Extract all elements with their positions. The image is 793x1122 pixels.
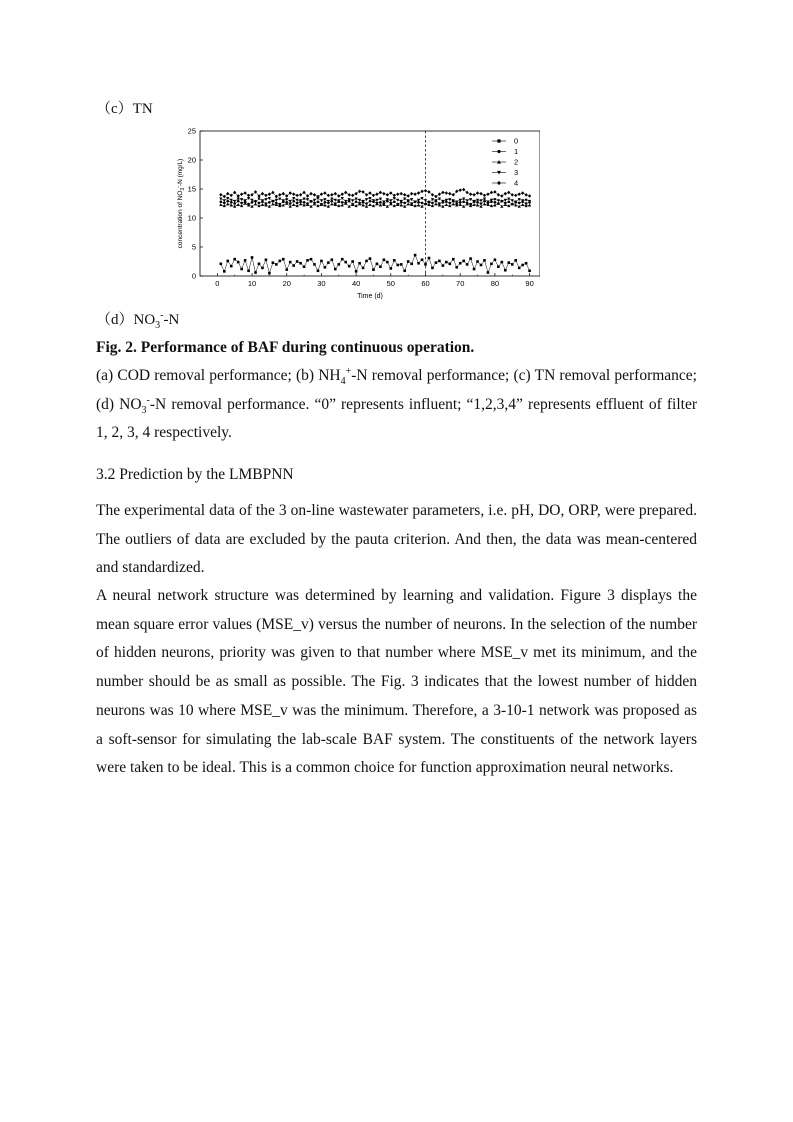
data-point-4 bbox=[313, 193, 316, 197]
data-point-2 bbox=[299, 202, 302, 205]
data-point-0 bbox=[244, 259, 247, 262]
data-point-4 bbox=[299, 193, 302, 197]
data-point-0 bbox=[331, 258, 334, 261]
data-point-4 bbox=[389, 191, 392, 195]
data-point-0 bbox=[303, 265, 306, 268]
data-point-4 bbox=[292, 192, 295, 196]
data-point-4 bbox=[361, 190, 364, 194]
data-point-0 bbox=[421, 258, 424, 261]
data-point-2 bbox=[462, 205, 465, 208]
section-heading: 3.2 Prediction by the LMBPNN bbox=[96, 466, 294, 483]
data-point-0 bbox=[462, 260, 465, 263]
data-point-2 bbox=[452, 202, 455, 205]
y-tick-label: 25 bbox=[187, 126, 196, 136]
data-point-0 bbox=[317, 269, 320, 272]
data-point-4 bbox=[445, 191, 448, 195]
data-point-0 bbox=[341, 258, 344, 261]
data-point-1 bbox=[341, 201, 344, 204]
data-point-2 bbox=[282, 204, 285, 207]
y-tick-label: 5 bbox=[191, 242, 196, 252]
data-point-0 bbox=[289, 261, 292, 264]
data-point-1 bbox=[220, 200, 223, 203]
data-point-4 bbox=[403, 193, 406, 197]
data-point-4 bbox=[424, 189, 427, 193]
data-point-2 bbox=[434, 202, 437, 205]
data-point-1 bbox=[494, 201, 497, 204]
data-point-0 bbox=[469, 257, 472, 260]
data-point-0 bbox=[390, 267, 393, 270]
data-point-4 bbox=[230, 194, 233, 198]
data-point-4 bbox=[296, 194, 299, 198]
data-point-0 bbox=[448, 263, 451, 266]
data-point-4 bbox=[528, 194, 531, 198]
data-point-4 bbox=[382, 192, 385, 196]
data-point-0 bbox=[376, 263, 379, 266]
data-point-0 bbox=[230, 265, 233, 268]
data-point-4 bbox=[379, 191, 382, 195]
data-point-0 bbox=[379, 265, 382, 268]
data-point-0 bbox=[521, 264, 524, 267]
data-point-1 bbox=[403, 202, 406, 205]
data-point-4 bbox=[240, 192, 243, 196]
legend-label: 3 bbox=[514, 168, 519, 177]
data-point-0 bbox=[258, 263, 261, 266]
data-point-4 bbox=[417, 191, 420, 195]
data-point-1 bbox=[393, 200, 396, 203]
panel-label-c: （c）TN bbox=[96, 101, 153, 117]
data-point-0 bbox=[226, 260, 229, 263]
data-point-0 bbox=[296, 260, 299, 263]
data-point-4 bbox=[514, 194, 517, 198]
x-tick-label: 80 bbox=[490, 279, 500, 288]
data-point-3 bbox=[226, 197, 229, 200]
data-point-0 bbox=[275, 263, 278, 266]
data-point-0 bbox=[272, 261, 275, 264]
data-point-0 bbox=[358, 262, 361, 265]
data-point-3 bbox=[403, 198, 406, 201]
data-point-0 bbox=[442, 264, 445, 267]
data-point-2 bbox=[483, 202, 486, 205]
data-point-0 bbox=[223, 270, 226, 273]
y-label-sup: - bbox=[176, 186, 182, 188]
data-point-4 bbox=[264, 194, 267, 198]
data-point-4 bbox=[438, 192, 441, 196]
x-tick-label: 60 bbox=[421, 279, 430, 288]
legend-marker bbox=[497, 150, 500, 153]
data-point-3 bbox=[424, 199, 427, 202]
x-tick-label: 0 bbox=[215, 279, 220, 288]
data-point-0 bbox=[268, 272, 271, 275]
data-point-0 bbox=[525, 262, 528, 265]
data-point-4 bbox=[521, 191, 524, 195]
data-point-0 bbox=[445, 261, 448, 264]
legend-label: 4 bbox=[514, 178, 519, 188]
data-point-0 bbox=[528, 269, 531, 272]
data-point-0 bbox=[417, 262, 420, 265]
data-point-0 bbox=[424, 263, 427, 266]
y-label-part: concentration of NO bbox=[177, 190, 184, 249]
data-point-4 bbox=[247, 194, 250, 198]
data-point-1 bbox=[421, 202, 424, 205]
data-point-0 bbox=[466, 263, 469, 266]
data-point-0 bbox=[365, 260, 368, 263]
data-point-0 bbox=[386, 261, 389, 264]
data-point-0 bbox=[403, 269, 406, 272]
y-axis-label bbox=[176, 159, 186, 249]
data-point-4 bbox=[375, 192, 378, 196]
data-point-2 bbox=[341, 204, 344, 207]
data-point-2 bbox=[459, 203, 462, 206]
data-point-4 bbox=[479, 192, 482, 196]
data-point-3 bbox=[393, 197, 396, 200]
y-label-sub: 3 bbox=[180, 187, 186, 191]
data-point-4 bbox=[511, 193, 514, 197]
data-point-0 bbox=[337, 263, 340, 266]
data-point-0 bbox=[507, 261, 510, 264]
x-tick-label: 40 bbox=[351, 279, 361, 288]
data-point-2 bbox=[407, 202, 410, 205]
data-point-4 bbox=[469, 192, 472, 196]
y-tick-label: 0 bbox=[191, 271, 196, 281]
data-point-4 bbox=[518, 192, 521, 196]
data-point-2 bbox=[445, 203, 448, 206]
data-point-1 bbox=[292, 200, 295, 203]
data-point-2 bbox=[226, 202, 229, 205]
data-point-2 bbox=[521, 203, 524, 206]
x-tick-label: 30 bbox=[317, 279, 326, 288]
data-point-1 bbox=[355, 200, 358, 203]
data-point-3 bbox=[320, 199, 323, 202]
data-point-0 bbox=[355, 270, 358, 273]
data-point-0 bbox=[452, 258, 455, 261]
data-point-0 bbox=[514, 259, 517, 262]
data-point-4 bbox=[348, 193, 351, 197]
data-point-3 bbox=[479, 199, 482, 202]
data-point-0 bbox=[285, 268, 288, 271]
data-point-2 bbox=[309, 205, 312, 208]
series-line-0 bbox=[221, 255, 530, 273]
data-point-1 bbox=[448, 202, 451, 205]
data-point-0 bbox=[372, 268, 375, 271]
data-point-4 bbox=[365, 193, 368, 197]
data-point-4 bbox=[414, 192, 417, 196]
legend-label: 1 bbox=[514, 147, 519, 156]
data-point-2 bbox=[472, 203, 475, 206]
data-point-0 bbox=[490, 263, 493, 266]
data-point-0 bbox=[220, 263, 223, 266]
data-point-2 bbox=[261, 203, 264, 206]
data-point-1 bbox=[303, 201, 306, 204]
data-point-4 bbox=[334, 192, 337, 196]
x-tick-label: 20 bbox=[282, 279, 291, 288]
data-point-1 bbox=[480, 202, 483, 205]
data-point-0 bbox=[334, 268, 337, 271]
data-point-4 bbox=[486, 192, 489, 196]
data-point-2 bbox=[292, 203, 295, 206]
data-point-4 bbox=[476, 191, 479, 195]
legend-marker bbox=[497, 139, 500, 142]
data-point-1 bbox=[369, 200, 372, 203]
data-point-4 bbox=[466, 191, 469, 195]
data-point-4 bbox=[483, 194, 486, 198]
data-point-0 bbox=[369, 257, 372, 260]
data-point-0 bbox=[344, 261, 347, 264]
y-tick-label: 20 bbox=[187, 155, 196, 165]
data-point-4 bbox=[285, 194, 288, 198]
data-point-4 bbox=[219, 193, 222, 197]
panel-label-d: $(d)NO_3^--N$ bbox=[96, 310, 180, 331]
legend-label: 0 bbox=[514, 136, 519, 146]
data-point-2 bbox=[386, 205, 389, 208]
paragraph-2: A neural network structure was determined by learning and validation. Figure 3 displays the mean square error values (MSE_v) versus the number of neurons. In the selection of the number of hidden neurons, priority was given to that number where MSE_v met its minimum, and the number should be as small as possible. The Fig. 3 indicates that the lowest number of hidden neurons was 10 where MSE_v was the minimum. Therefore, a 3-10-1 network was proposed as a soft-sensor for simulating the lab-scale BAF system. The constituents of the network layers were taken to be ideal. This is a common choice for function approximation neural networks. bbox=[96, 587, 697, 777]
data-point-4 bbox=[268, 192, 271, 196]
x-tick-label: 10 bbox=[247, 279, 257, 288]
data-point-0 bbox=[494, 258, 497, 261]
x-tick-label: 90 bbox=[525, 279, 534, 288]
data-point-4 bbox=[504, 192, 507, 196]
data-point-4 bbox=[330, 193, 333, 197]
data-point-3 bbox=[466, 199, 469, 202]
data-point-0 bbox=[511, 263, 514, 266]
x-axis-label: Time (d) bbox=[357, 293, 383, 300]
chart-legend bbox=[492, 137, 518, 188]
data-point-3 bbox=[417, 199, 420, 202]
data-point-3 bbox=[247, 197, 250, 200]
data-point-0 bbox=[459, 262, 462, 265]
data-point-4 bbox=[431, 193, 434, 197]
data-point-4 bbox=[226, 192, 229, 196]
data-point-0 bbox=[310, 258, 313, 261]
data-point-4 bbox=[327, 194, 330, 198]
data-point-0 bbox=[476, 260, 479, 263]
data-point-4 bbox=[386, 193, 389, 197]
data-point-4 bbox=[282, 192, 285, 196]
data-point-0 bbox=[473, 268, 476, 271]
data-point-0 bbox=[247, 269, 250, 272]
data-point-3 bbox=[223, 199, 226, 202]
data-point-2 bbox=[528, 204, 531, 207]
data-point-4 bbox=[459, 188, 462, 192]
data-point-0 bbox=[261, 267, 264, 270]
data-point-3 bbox=[459, 199, 462, 202]
data-point-0 bbox=[299, 262, 302, 265]
data-point-0 bbox=[383, 258, 386, 261]
data-point-0 bbox=[497, 265, 500, 268]
data-point-4 bbox=[261, 192, 264, 196]
data-point-3 bbox=[250, 199, 253, 202]
data-point-0 bbox=[351, 260, 354, 263]
nitrate-concentration-chart bbox=[170, 124, 540, 309]
data-point-3 bbox=[351, 199, 354, 202]
data-point-3 bbox=[306, 198, 309, 201]
data-point-2 bbox=[289, 205, 292, 208]
data-point-1 bbox=[240, 202, 243, 205]
data-point-0 bbox=[400, 263, 403, 266]
data-point-4 bbox=[278, 193, 281, 197]
data-point-0 bbox=[396, 264, 399, 267]
data-point-3 bbox=[219, 198, 222, 201]
data-point-0 bbox=[393, 259, 396, 262]
data-point-0 bbox=[480, 264, 483, 267]
data-point-0 bbox=[407, 260, 410, 263]
data-point-3 bbox=[313, 199, 316, 202]
data-point-0 bbox=[518, 267, 521, 270]
data-point-4 bbox=[393, 194, 396, 198]
data-point-4 bbox=[441, 191, 444, 195]
data-point-0 bbox=[501, 261, 504, 264]
y-tick-label: 15 bbox=[187, 184, 196, 194]
data-point-0 bbox=[278, 260, 281, 263]
data-point-0 bbox=[324, 266, 327, 269]
y-tick-label: 10 bbox=[187, 213, 196, 223]
data-point-4 bbox=[341, 192, 344, 196]
data-point-4 bbox=[500, 194, 503, 198]
data-point-4 bbox=[372, 194, 375, 198]
data-point-3 bbox=[289, 200, 292, 203]
data-point-4 bbox=[420, 190, 423, 194]
data-point-2 bbox=[368, 203, 371, 206]
data-point-1 bbox=[431, 202, 434, 205]
data-point-4 bbox=[493, 190, 496, 194]
data-point-0 bbox=[240, 268, 243, 271]
data-point-0 bbox=[233, 258, 236, 261]
data-point-1 bbox=[379, 201, 382, 204]
data-point-1 bbox=[258, 202, 261, 205]
data-point-4 bbox=[525, 193, 528, 197]
data-point-1 bbox=[518, 202, 521, 205]
data-point-4 bbox=[434, 195, 437, 199]
data-point-3 bbox=[389, 199, 392, 202]
data-point-4 bbox=[368, 191, 371, 195]
data-point-0 bbox=[237, 261, 240, 264]
data-point-4 bbox=[320, 192, 323, 196]
data-point-4 bbox=[400, 192, 403, 196]
y-label-part: -N (mg/L) bbox=[177, 158, 184, 187]
data-point-3 bbox=[420, 197, 423, 200]
data-point-0 bbox=[504, 269, 507, 272]
data-point-0 bbox=[362, 267, 365, 270]
data-point-4 bbox=[309, 192, 312, 196]
data-point-1 bbox=[365, 202, 368, 205]
data-point-0 bbox=[254, 271, 257, 274]
data-point-3 bbox=[233, 200, 236, 203]
data-point-4 bbox=[507, 191, 510, 195]
paragraph-1: The experimental data of the 3 on-line wastewater parameters, i.e. pH, DO, ORP, were prepared. The outliers of data are excluded by the pauta criterion. And then, the data was mean-centered and standardized. bbox=[96, 502, 697, 577]
legend-marker bbox=[497, 181, 501, 185]
data-point-4 bbox=[337, 194, 340, 198]
data-point-3 bbox=[365, 198, 368, 201]
data-point-0 bbox=[435, 261, 438, 264]
data-point-2 bbox=[219, 203, 222, 206]
data-point-4 bbox=[323, 191, 326, 195]
data-point-0 bbox=[483, 259, 486, 262]
data-point-4 bbox=[351, 194, 354, 198]
figure-title: Fig. 2. Performance of BAF during continuous operation. bbox=[96, 339, 475, 356]
data-point-4 bbox=[396, 192, 399, 196]
data-point-0 bbox=[306, 259, 309, 262]
data-point-0 bbox=[487, 271, 490, 274]
data-point-2 bbox=[237, 203, 240, 206]
data-point-4 bbox=[490, 191, 493, 195]
data-point-1 bbox=[268, 201, 271, 204]
data-point-0 bbox=[455, 266, 458, 269]
data-point-4 bbox=[355, 192, 358, 196]
data-point-1 bbox=[324, 201, 327, 204]
data-point-1 bbox=[462, 200, 465, 203]
figure-caption-text: (a) COD removal performance; (b) $NH_4^+-N$ removal performance; (c) TN removal performance; (d) $NO_3^--N$ removal performance. “0” represents influent; “1,2,3,4” represents effluent of filter 1, 2, 3, 4 respectively. bbox=[96, 365, 697, 441]
legend-label: 2 bbox=[514, 157, 519, 167]
data-point-0 bbox=[327, 261, 330, 264]
chart-axes bbox=[176, 127, 540, 301]
data-point-0 bbox=[251, 256, 254, 259]
data-point-4 bbox=[344, 191, 347, 195]
data-point-2 bbox=[330, 202, 333, 205]
data-point-1 bbox=[226, 200, 229, 203]
data-point-0 bbox=[438, 260, 441, 263]
data-point-4 bbox=[407, 194, 410, 198]
data-point-0 bbox=[292, 264, 295, 267]
data-point-4 bbox=[358, 190, 361, 194]
data-point-2 bbox=[417, 204, 420, 207]
data-point-0 bbox=[410, 263, 413, 266]
data-point-0 bbox=[348, 265, 351, 268]
data-point-4 bbox=[244, 191, 247, 195]
data-point-0 bbox=[313, 263, 316, 266]
data-point-4 bbox=[410, 192, 413, 196]
data-point-1 bbox=[296, 202, 299, 205]
data-point-0 bbox=[282, 258, 285, 261]
data-point-3 bbox=[438, 198, 441, 201]
data-point-4 bbox=[448, 192, 451, 196]
x-tick-label: 70 bbox=[456, 279, 465, 288]
x-tick-label: 50 bbox=[386, 279, 395, 288]
data-point-0 bbox=[414, 254, 417, 257]
data-point-0 bbox=[428, 257, 431, 260]
chart-marks bbox=[219, 188, 531, 275]
data-point-0 bbox=[431, 267, 434, 270]
data-point-1 bbox=[507, 200, 510, 203]
data-point-0 bbox=[320, 260, 323, 263]
data-point-4 bbox=[472, 193, 475, 197]
data-point-2 bbox=[493, 204, 496, 207]
data-point-0 bbox=[265, 258, 268, 261]
data-point-1 bbox=[317, 200, 320, 203]
